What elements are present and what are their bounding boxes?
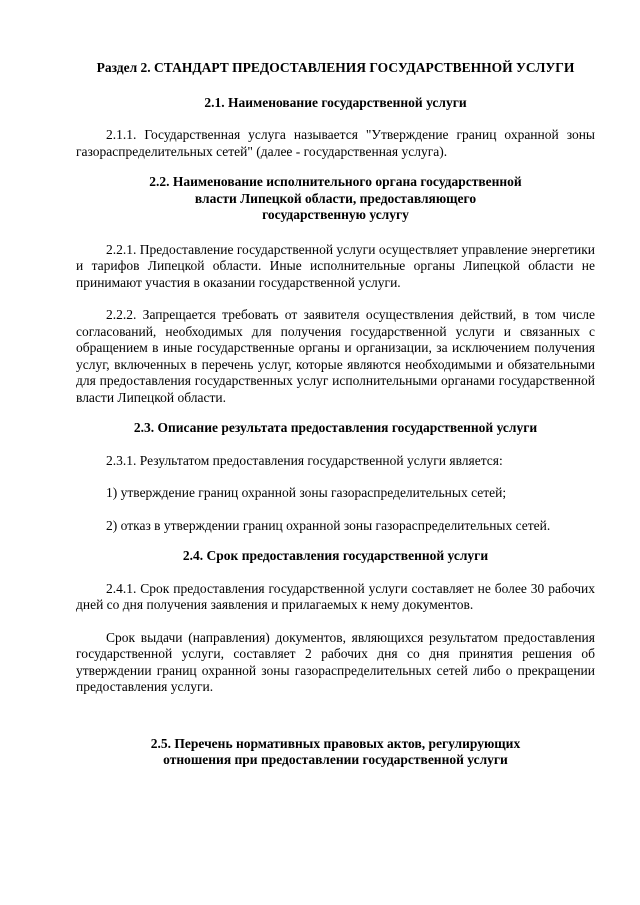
heading-2-5-line-2: отношения при предоставлении государственной услуги bbox=[163, 752, 508, 767]
paragraph-2-3-1: 2.3.1. Результатом предоставления государственной услуги является: bbox=[106, 452, 503, 468]
paragraph-2-2-2: 2.2.2. Запрещается требовать от заявителя осуществления действий, в том числе согласований, необходимых для получения государственной услуги и связанных с обращением в иные государственные органы и организации, за исключением получения услуг, включенных в перечень услуг, которые являются необходимыми и обязательными для предоставления государственных услуг исполнительными органами государственной власти Липецкой области. bbox=[76, 307, 595, 405]
paragraph-2-4-2: Срок выдачи (направления) документов, являющихся результатом предоставления государственной услуги, составляет 2 рабочих дня со дня принятия решения об утверждении границ охранной зоны газораспределительных сетей либо о прекращении предоставления услуги. bbox=[76, 629, 595, 694]
paragraph-2-3-item-2: 2) отказ в утверждении границ охранной зоны газораспределительных сетей. bbox=[106, 517, 551, 533]
paragraph-2-3-item-1: 1) утверждение границ охранной зоны газораспределительных сетей; bbox=[106, 485, 507, 500]
heading-2-3: 2.3. Описание результата предоставления государственной услуги bbox=[133, 420, 538, 435]
heading-2-2-line-1: 2.2. Наименование исполнительного органа государственной bbox=[149, 174, 522, 189]
heading-2-5 bbox=[76, 736, 595, 769]
heading-2-2 bbox=[76, 174, 595, 224]
paragraph-2-4-1: 2.4.1. Срок предоставления государственной услуги составляет не более 30 рабочих дней со дня получения заявления и прилагаемых к нему документов. bbox=[76, 580, 595, 612]
heading-2-2-line-3: государственную услугу bbox=[262, 207, 409, 222]
heading-2-5-line-1: 2.5. Перечень нормативных правовых актов, регулирующих bbox=[150, 735, 521, 751]
section-title: Раздел 2. СТАНДАРТ ПРЕДОСТАВЛЕНИЯ ГОСУДАРСТВЕННОЙ УСЛУГИ bbox=[96, 60, 575, 75]
paragraph-2-1-1: 2.1.1. Государственная услуга называется "Утверждение границ охранной зоны газораспределительных сетей" (далее - государственная услуга). bbox=[76, 127, 595, 159]
heading-2-1: 2.1. Наименование государственной услуги bbox=[204, 94, 467, 110]
document-content bbox=[76, 60, 595, 769]
heading-2-2-line-2: власти Липецкой области, предоставляющего bbox=[194, 190, 477, 206]
heading-2-4: 2.4. Срок предоставления государственной услуги bbox=[182, 548, 489, 563]
paragraph-2-2-1: 2.2.1. Предоставление государственной услуги осуществляет управление энергетики и тарифов Липецкой области. Иные исполнительные органы Липецкой области не принимают участия в оказании государственной услуги. bbox=[76, 241, 595, 290]
